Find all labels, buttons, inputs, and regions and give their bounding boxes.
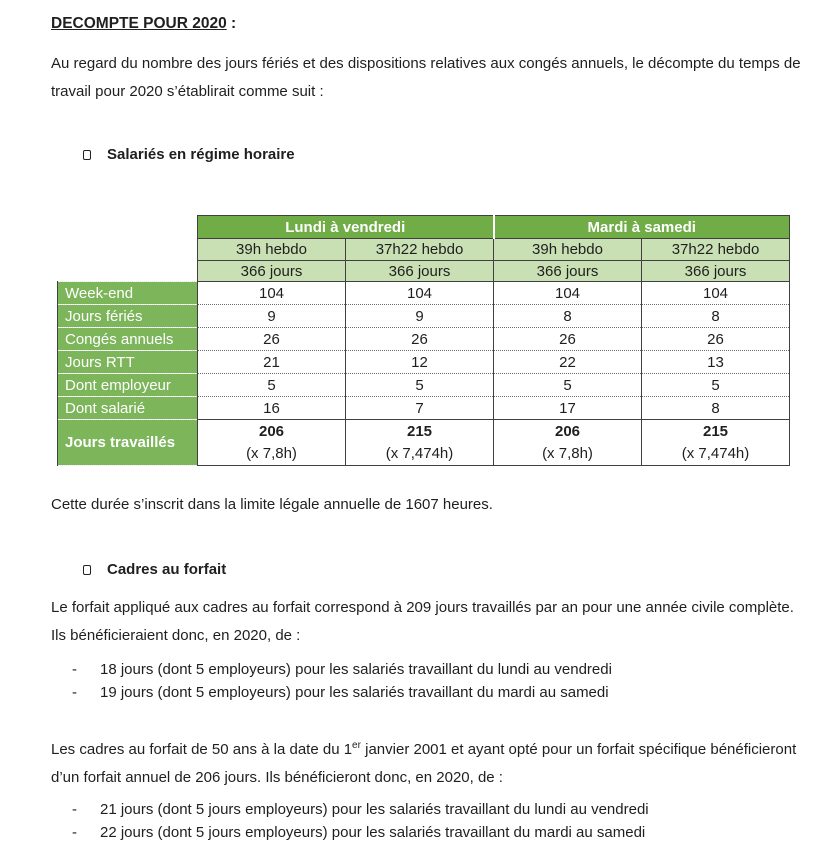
work-days-table bbox=[57, 215, 790, 466]
list-item bbox=[51, 821, 802, 844]
list-item-text: 21 jours (dont 5 jours employeurs) pour les salariés travaillant du lundi au vendredi bbox=[100, 801, 649, 818]
list-item bbox=[51, 798, 802, 821]
value-cell: 104 bbox=[642, 282, 790, 305]
total-hours: (x 7,8h) bbox=[542, 444, 593, 462]
list-item bbox=[51, 681, 802, 704]
value-cell: 104 bbox=[198, 282, 346, 305]
list-dash: - bbox=[72, 824, 77, 841]
list-item-text: 22 jours (dont 5 jours employeurs) pour les salariés travaillant du mardi au samedi bbox=[100, 824, 646, 841]
group-header-tuesday-saturday: Mardi à samedi bbox=[494, 216, 790, 239]
list-item-text: 19 jours (dont 5 employeurs) pour les salariés travaillant du mardi au samedi bbox=[100, 684, 609, 701]
list-dash: - bbox=[72, 684, 77, 701]
table-row-jours-travailles bbox=[58, 420, 790, 466]
blank-corner-cell bbox=[58, 216, 198, 239]
row-label: Dont salarié bbox=[58, 397, 198, 420]
blank-cell bbox=[58, 261, 198, 282]
list-item bbox=[51, 658, 802, 681]
group-header-monday-friday: Lundi à vendredi bbox=[198, 216, 494, 239]
value-cell: 26 bbox=[346, 328, 494, 351]
row-label: Jours RTT bbox=[58, 351, 198, 374]
total-days: 215 bbox=[406, 422, 433, 440]
ordinal-superscript: er bbox=[352, 740, 361, 751]
total-hours: (x 7,474h) bbox=[385, 444, 454, 462]
page-title-colon: : bbox=[226, 15, 237, 32]
value-cell: 12 bbox=[346, 351, 494, 374]
value-cell: 5 bbox=[494, 374, 642, 397]
table-group-header-row bbox=[58, 216, 790, 239]
year-days-cell: 366 jours bbox=[494, 261, 642, 282]
value-cell: 7 bbox=[346, 397, 494, 420]
value-cell: 13 bbox=[642, 351, 790, 374]
hourly-section-label: Salariés en régime horaire bbox=[107, 146, 295, 163]
hourly-section-heading bbox=[51, 144, 802, 165]
row-label: Congés annuels bbox=[58, 328, 198, 351]
table-row-conges-annuels bbox=[58, 328, 790, 351]
row-label: Week-end bbox=[58, 282, 198, 305]
forfait-paragraph-2-before: Les cadres au forfait de 50 ans à la date du 1 bbox=[51, 741, 353, 758]
total-cell bbox=[346, 420, 494, 466]
value-cell: 5 bbox=[642, 374, 790, 397]
value-cell: 22 bbox=[494, 351, 642, 374]
total-hours: (x 7,474h) bbox=[681, 444, 750, 462]
page-title bbox=[51, 15, 802, 33]
value-cell: 8 bbox=[642, 305, 790, 328]
table-schedule-header-row bbox=[58, 239, 790, 261]
schedule-header-cell: 37h22 hebdo bbox=[642, 239, 790, 261]
forfait-list-1 bbox=[51, 658, 802, 704]
table-row-jours-rtt bbox=[58, 351, 790, 374]
value-cell: 9 bbox=[198, 305, 346, 328]
value-cell: 26 bbox=[198, 328, 346, 351]
year-days-cell: 366 jours bbox=[346, 261, 494, 282]
year-days-cell: 366 jours bbox=[198, 261, 346, 282]
page-title-text: DECOMPTE POUR 2020 bbox=[51, 15, 227, 32]
forfait-list-2 bbox=[51, 798, 802, 844]
blank-cell bbox=[58, 239, 198, 261]
value-cell: 5 bbox=[198, 374, 346, 397]
value-cell: 26 bbox=[494, 328, 642, 351]
schedule-header-cell: 39h hebdo bbox=[494, 239, 642, 261]
total-cell bbox=[642, 420, 790, 466]
value-cell: 16 bbox=[198, 397, 346, 420]
forfait-section-heading bbox=[51, 559, 802, 580]
value-cell: 21 bbox=[198, 351, 346, 374]
intro-paragraph: Au regard du nombre des jours fériés et des dispositions relatives aux congés annuels, le décompte du temps de travail pour 2020 s’établirait comme suit : bbox=[51, 55, 801, 100]
total-days: 206 bbox=[554, 422, 581, 440]
value-cell: 17 bbox=[494, 397, 642, 420]
total-days: 215 bbox=[702, 422, 729, 440]
forfait-paragraph-1: Le forfait appliqué aux cadres au forfait correspond à 209 jours travaillés par an pour une année civile complète. Ils bénéficieraient donc, en 2020, de : bbox=[51, 599, 794, 644]
value-cell: 9 bbox=[346, 305, 494, 328]
total-days: 206 bbox=[258, 422, 285, 440]
forfait-paragraph-2-after: janvier 2001 et ayant opté pour un forfait spécifique bénéficieront d’un forfait annuel de 206 jours. Ils bénéficieront donc, en 2020, de : bbox=[51, 741, 797, 786]
forfait-paragraph-2 bbox=[51, 736, 802, 792]
total-cell bbox=[198, 420, 346, 466]
row-label: Jours fériés bbox=[58, 305, 198, 328]
table-row-dont-employeur bbox=[58, 374, 790, 397]
value-cell: 8 bbox=[494, 305, 642, 328]
row-label: Dont employeur bbox=[58, 374, 198, 397]
total-cell bbox=[494, 420, 642, 466]
schedule-header-cell: 39h hebdo bbox=[198, 239, 346, 261]
forfait-section-label: Cadres au forfait bbox=[107, 561, 227, 578]
square-bullet-icon bbox=[83, 150, 91, 160]
legal-note: Cette durée s’inscrit dans la limite légale annuelle de 1607 heures. bbox=[51, 496, 493, 513]
total-hours: (x 7,8h) bbox=[246, 444, 297, 462]
year-days-cell: 366 jours bbox=[642, 261, 790, 282]
square-bullet-icon bbox=[83, 565, 91, 575]
list-dash: - bbox=[72, 801, 77, 818]
value-cell: 8 bbox=[642, 397, 790, 420]
list-dash: - bbox=[72, 661, 77, 678]
value-cell: 5 bbox=[346, 374, 494, 397]
list-item-text: 18 jours (dont 5 employeurs) pour les salariés travaillant du lundi au vendredi bbox=[100, 661, 612, 678]
schedule-header-cell: 37h22 hebdo bbox=[346, 239, 494, 261]
table-row-jours-feries bbox=[58, 305, 790, 328]
total-row-label: Jours travaillés bbox=[58, 420, 198, 466]
value-cell: 104 bbox=[346, 282, 494, 305]
table-row-weekend bbox=[58, 282, 790, 305]
table-row-dont-salarie bbox=[58, 397, 790, 420]
value-cell: 104 bbox=[494, 282, 642, 305]
value-cell: 26 bbox=[642, 328, 790, 351]
table-year-days-row bbox=[58, 261, 790, 282]
